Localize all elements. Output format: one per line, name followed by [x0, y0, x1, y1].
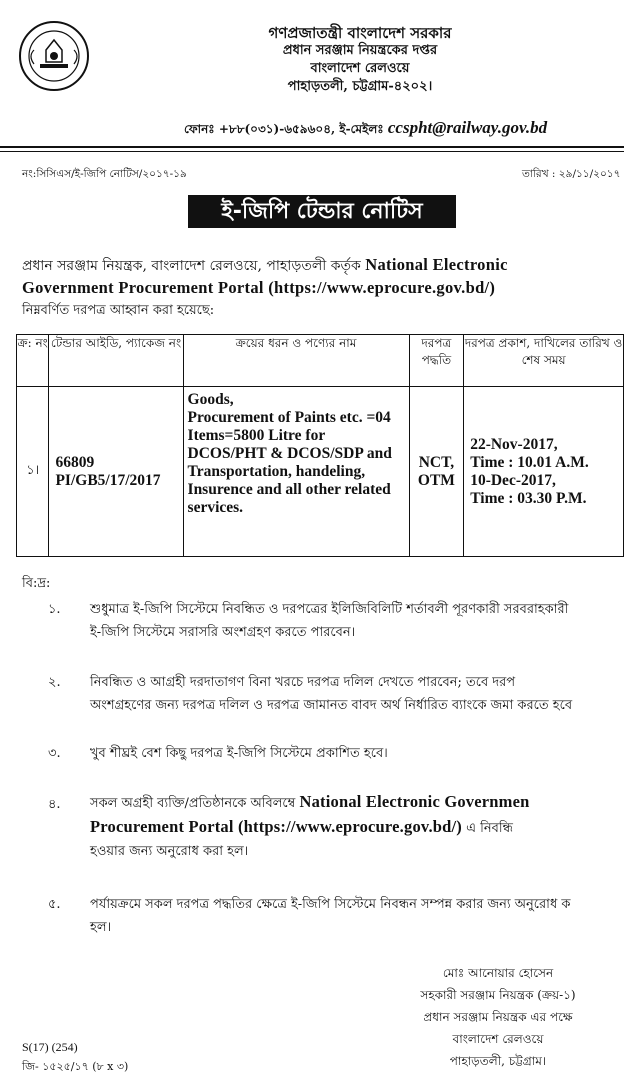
signatory-designation: সহকারী সরঞ্জাম নিয়ন্ত্রক (ক্রয়-১) — [420, 988, 576, 1002]
note-5-number: ৫. — [48, 897, 61, 912]
signatory-name: মোঃ আনোয়ার হোসেন — [442, 966, 554, 980]
cell-method: NCT, OTM — [409, 387, 464, 557]
note-1-line-1: শুধুমাত্র ই-জিপি সিস্টেমে নিবন্ধিত ও দরপত্রের ইলিজিবিলিটি শর্তাবলী পূরণকারী সরবরাহকারী — [90, 602, 569, 617]
intro-text-1: প্রধান সরঞ্জাম নিয়ন্ত্রক, বাংলাদেশ রেলওয়ে, পাহাড়তলী কর্তৃক — [22, 258, 361, 274]
closing-date: 10-Dec-2017, — [470, 471, 556, 489]
col-header-dates: দরপত্র প্রকাশ, দাখিলের তারিখ ও শেষ সময় — [464, 335, 624, 387]
signatory-on-behalf: প্রধান সরঞ্জাম নিয়ন্ত্রক এর পক্ষে — [423, 1010, 573, 1024]
item-description: Procurement of Paints etc. =04 Items=5800 Litre for DCOS/PHT & DCOS/SDP and Transportation, handeling, Insurence and all other related services. — [187, 409, 392, 516]
note-4-portal-2: Procurement Portal (https://www.eprocure.gov.bd/) — [90, 817, 463, 836]
office-header — [140, 24, 580, 96]
note-4-text-2: এ নিবন্ধি — [466, 821, 513, 836]
note-1-number: ১. — [48, 602, 61, 617]
header-divider-thin — [0, 151, 624, 152]
contact-line — [184, 118, 547, 141]
col-header-serial: ক্র: নং — [17, 335, 49, 387]
col-header-method: দরপত্র পদ্ধতি — [409, 335, 464, 387]
cell-dates — [464, 387, 624, 557]
tender-table — [16, 334, 624, 557]
note-5-line-2: হল। — [90, 920, 112, 935]
intro-paragraph — [22, 254, 624, 322]
notes-label: বি:দ্র: — [22, 576, 51, 591]
header-divider-thick — [0, 146, 624, 148]
reference-number: নং:সিসিএস/ই-জিপি নোটিস/২০১৭-১৯ — [22, 168, 187, 180]
tender-id: 66809 — [55, 453, 95, 471]
intro-portal-name-1: National Electronic — [365, 255, 508, 274]
footer-code-2: জি- ১৫২৫/১৭ (৮ x ৩) — [22, 1060, 129, 1073]
signatory-org: বাংলাদেশ রেলওয়ে — [452, 1032, 544, 1046]
bangladesh-railway-seal-logo — [18, 20, 90, 92]
signatory-place: পাহাড়তলী, চট্টগ্রাম। — [449, 1054, 547, 1068]
signature-block — [378, 962, 618, 1072]
note-2-line-2: অংশগ্রহণের জন্য দরপত্র দলিল ও দরপত্র জামানত বাবদ অর্থ নির্ধারিত ব্যাংকে জমা করতে হবে — [90, 698, 573, 713]
note-5-line-1: পর্যায়ক্রমে সকল দরপত্র পদ্ধতির ক্ষেত্রে ই-জিপি সিস্টেমে নিবন্ধন সম্পন্ন করার জন্য অনুরোধ ক — [90, 897, 571, 912]
note-4-line-3: হওয়ার জন্য অনুরোধ করা হল। — [90, 844, 249, 859]
notice-title: ই-জিপি টেন্ডার নোটিস — [188, 195, 456, 228]
note-4-text: সকল অগ্রহী ব্যক্তি/প্রতিষ্ঠানকে অবিলম্বে — [90, 796, 296, 811]
org-name: বাংলাদেশ রেলওয়ে — [310, 61, 410, 76]
note-2-number: ২. — [48, 675, 61, 690]
note-3 — [90, 742, 624, 765]
note-2 — [90, 671, 624, 717]
publish-date: 22-Nov-2017, — [470, 435, 558, 453]
note-4-number: ৪. — [48, 797, 61, 812]
office-name: প্রধান সরঞ্জাম নিয়ন্ত্রকের দপ্তর — [282, 43, 438, 58]
note-5 — [90, 893, 624, 939]
cell-item — [183, 387, 409, 557]
note-4-portal-1: National Electronic Governmen — [299, 792, 530, 811]
notice-date: তারিখ : ২৯/১১/২০১৭ — [522, 168, 621, 180]
phone-email-prefix: ফোনঃ +৮৮(০৩১)-৬৫৯৬০৪, ই-মেইলঃ — [184, 122, 384, 136]
note-2-line-1: নিবন্ধিত ও আগ্রহী দরদাতাগণ বিনা খরচে দরপত্র দলিল দেখতে পারবেন; তবে দরপ — [90, 675, 516, 690]
table-header-row — [17, 335, 624, 387]
cell-tender-id — [49, 387, 183, 557]
cell-serial: ১। — [17, 387, 49, 557]
note-4 — [90, 790, 624, 863]
intro-portal-name-2: Government Procurement Portal (https://www.eprocure.gov.bd/) — [22, 278, 496, 297]
col-header-tender-id: টেন্ডার আইডি, প্যাকেজ নং — [49, 335, 183, 387]
closing-time: Time : 03.30 P.M. — [470, 489, 587, 507]
office-address: পাহাড়তলী, চট্টগ্রাম-৪২০২। — [287, 79, 433, 94]
note-1-line-2: ই-জিপি সিস্টেমে সরাসরি অংশগ্রহণ করতে পারবেন। — [90, 625, 356, 640]
intro-text-2: নিম্নবর্ণিত দরপত্র আহ্বান করা হয়েছে: — [22, 303, 215, 318]
table-row — [17, 387, 624, 557]
col-header-item: ক্রয়ের ধরন ও পণ্যের নাম — [183, 335, 409, 387]
govt-name: গণপ্রজাতন্ত্রী বাংলাদেশ সরকার — [268, 24, 452, 42]
note-1 — [90, 598, 624, 644]
package-number: PI/GB5/17/2017 — [55, 471, 161, 489]
footer-code: S(17) (254) — [22, 1040, 78, 1054]
note-3-line-1: খুব শীঘ্রই বেশ কিছু দরপত্র ই-জিপি সিস্টেমে প্রকাশিত হবে। — [90, 746, 388, 761]
publish-time: Time : 10.01 A.M. — [470, 453, 589, 471]
item-type: Goods, — [187, 391, 234, 408]
note-3-number: ৩. — [48, 746, 61, 761]
email-address[interactable]: ccspht@railway.gov.bd — [387, 118, 548, 137]
